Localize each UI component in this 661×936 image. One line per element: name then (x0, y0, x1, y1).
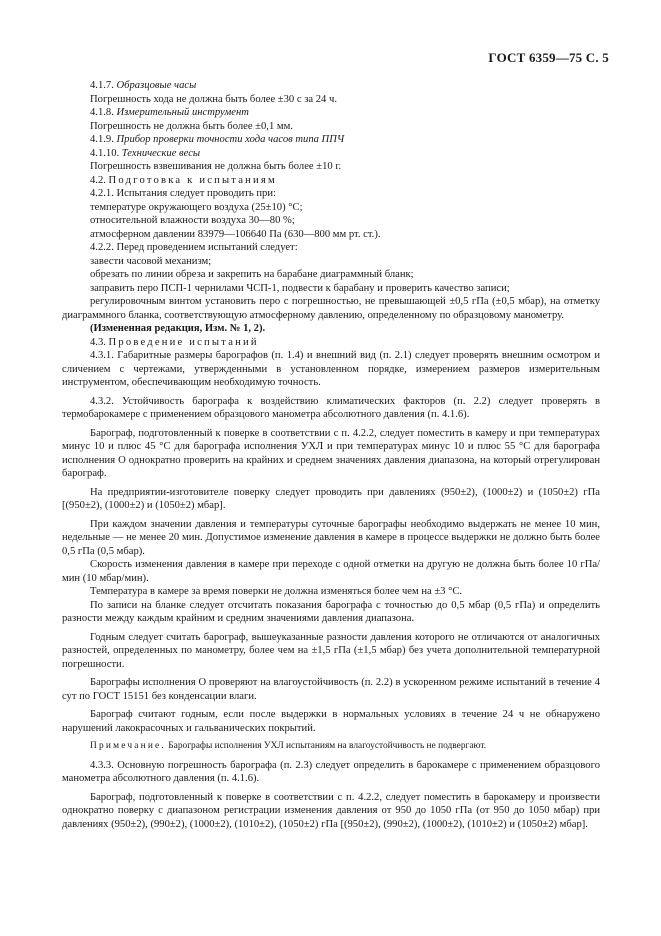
clause-4-1-9 (62, 133, 600, 147)
list-item: атмосферном давлении 83979—106640 Па (630—800 мм рт. ст.). (90, 228, 381, 240)
clause-number: 4.1.8. (90, 107, 114, 118)
note-text: Барографы исполнения УХЛ испытаниям на влагоустойчивость не подвергают. (168, 741, 487, 751)
clause-4-1-10 (62, 147, 600, 161)
paragraph: 4.2.1. Испытания следует проводить при: (90, 188, 276, 199)
clause-number: 4.1.7. (90, 80, 114, 91)
document-body (62, 79, 600, 831)
paragraph: Погрешность хода не должна быть более ±30 с за 24 ч. (90, 93, 337, 105)
clause-title: Измерительный инструмент (116, 107, 249, 118)
section-4-2 (62, 174, 600, 188)
paragraph: На предприятии-изготовителе поверку следует проводить при давлениях (950±2), (1000±2) и (1050±2) гПа [(950±2), (1000±2) и (1050±2) мбар]. (62, 486, 600, 511)
paragraph: 4.3.1. Габаритные размеры барографов (п. 1.4) и внешний вид (п. 2.1) следует проверять внешним осмотром и сличением с чертежами, утвержденными в установленном порядке, измерением размеров измерительным инструментом, обеспечивающим необходимую точность. (62, 350, 600, 388)
clause-number: 4.1.9. (90, 134, 114, 145)
list-item: заправить перо ПСП-1 чернилами ЧСП-1, подвести к барабану и проверить качество записи; (90, 282, 510, 294)
amendment-note: (Измененная редакция, Изм. № 1, 2). (90, 323, 266, 334)
clause-4-1-7 (62, 79, 600, 93)
paragraph: Погрешность взвешивания не должна быть более ±10 г. (90, 161, 342, 172)
section-4-3 (62, 336, 600, 350)
section-number: 4.2. (90, 174, 106, 186)
paragraph: 4.3.3. Основную погрешность барографа (п. 2.3) следует определить в барокамере с применением образцового манометра абсолютного давления (п. 4.1.6). (62, 759, 600, 784)
list-item: регулировочным винтом установить перо с погрешностью, не превышающей ±0,5 гПа (±0,5 мбар), на отметку диаграммного бланка, соответствующую атмосферному давлению, определенному по образцовому манометру. (62, 296, 600, 321)
paragraph: Годным следует считать барограф, вышеуказанные разности давления которого не отличаются от аналогичных разностей, определенных по манометру, более чем на ±1,5 гПа (±1,5 мбар) без учета дополнительной температурной погрешности. (62, 631, 600, 670)
paragraph: При каждом значении давления и температуры суточные барографы необходимо выдержать не менее 10 мин, недельные — не менее 20 мин. Допустимое изменение давления в камере в процессе выдержки не должно быть более 0,5 гПа (0,5 мбар). (62, 518, 600, 557)
clause-number: 4.1.10. (90, 147, 120, 159)
section-title: Проведение испытаний (108, 336, 259, 348)
paragraph: Барограф, подготовленный к поверке в соответствии с п. 4.2.2, следует поместить в барокамеру и произвести однократно поверку с диапазоном регистрации изменения давления от 950 до 1050 гПа (от 950 до 1050 мбар) при давлениях (950±2), (990±2), (1000±2), (1010±2), (1050±2) гПа [(950±2), (990±2), (1000±2), (1010±2) и (1050±2) мбар]. (62, 791, 600, 830)
paragraph: По записи на бланке следует отсчитать показания барографа с точностью до 0,5 мбар (0,5 гПа) и определить разности между каждым крайним и средним значениями давления диапазона. (62, 599, 600, 624)
clause-4-1-8 (62, 106, 600, 120)
list-item: относительной влажности воздуха 30—80 %; (90, 215, 295, 226)
note-label: Примечание. (90, 741, 166, 751)
paragraph: Скорость изменения давления в камере при переходе с одной отметки на другую не должна быть более 10 гПа/мин (10 мбар/мин). (62, 559, 600, 584)
paragraph: Барографы исполнения О проверяют на влагоустойчивость (п. 2.2) в ускоренном режиме испытаний в течение 4 сут по ГОСТ 15151 без конденсации влаги. (62, 677, 600, 702)
clause-title: Технические весы (121, 147, 201, 159)
page-header: ГОСТ 6359—75 С. 5 (488, 50, 609, 65)
paragraph: Погрешность не должна быть более ±0,1 мм. (90, 120, 293, 132)
list-item: обрезать по линии обреза и закрепить на барабане диаграммный бланк; (90, 269, 414, 280)
section-title: Подготовка к испытаниям (108, 174, 277, 186)
note (62, 740, 600, 754)
list-item: температуре окружающего воздуха (25±10) °С; (90, 201, 303, 213)
paragraph: 4.2.2. Перед проведением испытаний следует: (90, 242, 298, 253)
clause-title: Прибор проверки точности хода часов типа ППЧ (116, 134, 345, 145)
paragraph: Барограф считают годным, если после выдержки в нормальных условиях в течение 24 ч не обнаружено нарушений лакокрасочных и гальванических покрытий. (62, 709, 600, 734)
list-item: завести часовой механизм; (90, 255, 212, 267)
section-number: 4.3. (90, 336, 106, 348)
paragraph: 4.3.2. Устойчивость барографа к воздействию климатических факторов (п. 2.2) следует проверять в термобарокамере с применением образцового манометра абсолютного давления (п. 4.1.6). (62, 395, 600, 420)
paragraph: Барограф, подготовленный к поверке в соответствии с п. 4.2.2, следует поместить в камеру и при температурах минус 10 и плюс 45 °С для барографа исполнения УХЛ и при температурах минус 10 и плюс 55 °С для барографа исполнения О однократно проверить на крайних и среднем значениях давления диапазона, на который отрегулирован барограф. (62, 427, 600, 479)
clause-title: Образцовые часы (116, 80, 197, 91)
paragraph: Температура в камере за время поверки не должна изменяться более чем на ±3 °С. (90, 586, 463, 597)
